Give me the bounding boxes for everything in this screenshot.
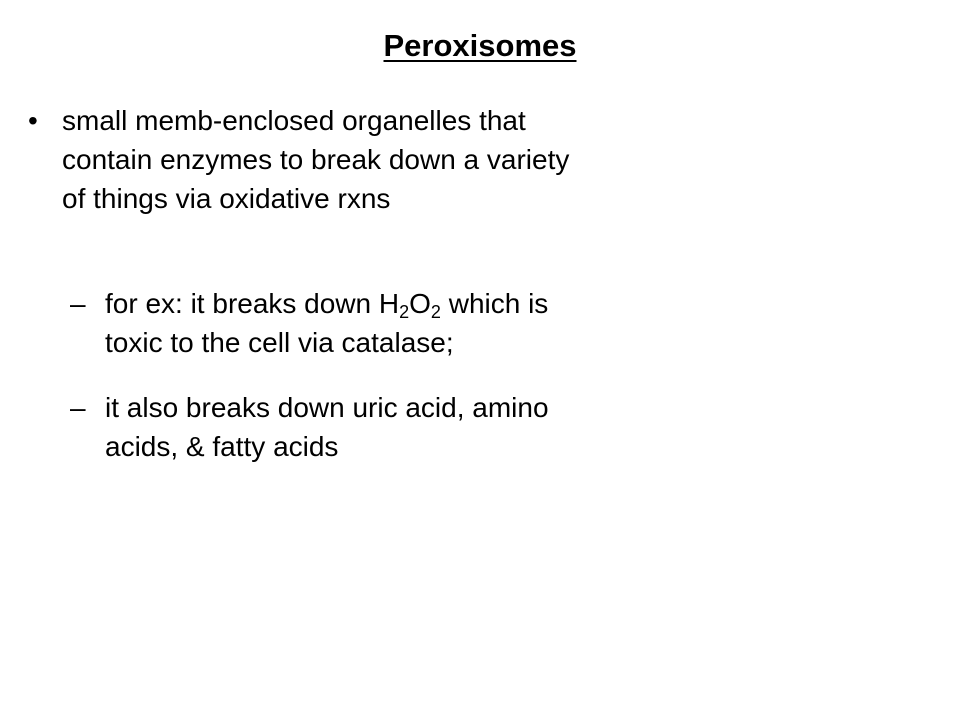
dash-bullet-icon: –: [70, 392, 86, 423]
text-segment: O: [409, 288, 431, 319]
bullet-text: [62, 101, 569, 218]
bullet-item: [28, 101, 748, 221]
bullet-line: of things via oxidative rxns: [62, 183, 391, 214]
sub-bullet-line: it also breaks down uric acid, amino: [105, 392, 549, 423]
sub-bullet-text: [105, 388, 549, 466]
subscript: 2: [399, 302, 410, 322]
sub-bullet-item: [70, 388, 710, 468]
sub-bullet-line: toxic to the cell via catalase;: [105, 327, 454, 358]
sub-bullet-item: [70, 284, 710, 364]
slide-title: Peroxisomes: [383, 28, 577, 63]
subscript: 2: [430, 302, 441, 322]
bullet-dot-icon: •: [28, 105, 38, 136]
bullet-line: contain enzymes to break down a variety: [62, 144, 570, 175]
bullet-line: small memb-enclosed organelles that: [62, 105, 526, 136]
sub-bullet-text: [105, 284, 548, 362]
dash-bullet-icon: –: [70, 288, 86, 319]
sub-bullet-line: acids, & fatty acids: [105, 431, 339, 462]
sub-bullet-line: [105, 284, 548, 323]
text-segment: for ex: it breaks down H: [105, 288, 400, 319]
text-segment: which is: [440, 288, 549, 319]
